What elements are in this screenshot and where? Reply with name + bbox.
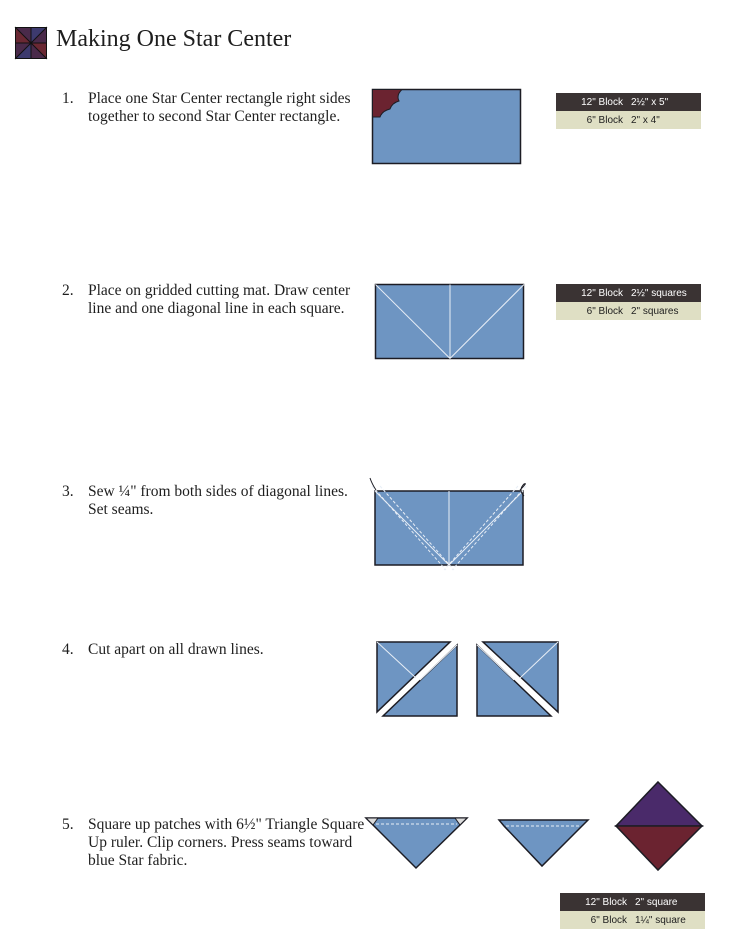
step-1-rectangle-illustration [372,89,522,165]
step-2-size-chart [556,284,701,320]
left-cut-square [377,642,457,716]
pressed-diamond-patch [616,782,702,870]
step-5-size-chart [560,893,705,929]
chart-row-6-block: 6" Block 2" x 4" [556,111,701,129]
chart-row-6-block: 6" Block 2" squares [556,302,701,320]
step-1-size-chart [556,93,701,129]
step-2-gridded-rectangle-illustration [375,284,525,360]
step-4-text: Cut apart on all drawn lines. [88,641,264,658]
step-3-number: 3. [62,483,74,500]
step-5-text: Square up patches with 6½" Triangle Square Up ruler. Clip corners. Press seams toward blue Star fabric. [88,816,365,869]
step-2-text: Place on gridded cutting mat. Draw center line and one diagonal line in each square. [88,282,351,317]
page-title: Making One Star Center [56,26,292,52]
star-block-icon [15,27,47,59]
step-4-cut-squares-illustration [376,640,562,718]
step-1-number: 1. [62,90,74,107]
step-3-text: Sew ¼" from both sides of diagonal lines. Set seams. [88,483,348,518]
squared-triangle-1 [366,818,467,868]
right-cut-square [477,642,558,716]
step-5-number: 5. [62,816,74,833]
chart-row-6-block: 6" Block 1¼" square [560,911,705,929]
chart-row-12-block: 12" Block 2½" x 5" [556,93,701,111]
step-5-squared-patches-illustration [364,780,704,872]
step-3-sewn-rectangle-illustration [368,476,533,572]
chart-row-12-block: 12" Block 2½" squares [556,284,701,302]
step-1-text: Place one Star Center rectangle right sides together to second Star Center rectangle. [88,90,351,125]
step-4-number: 4. [62,641,74,658]
step-2-number: 2. [62,282,74,299]
squared-triangle-2 [499,820,588,866]
chart-row-12-block: 12" Block 2" square [560,893,705,911]
